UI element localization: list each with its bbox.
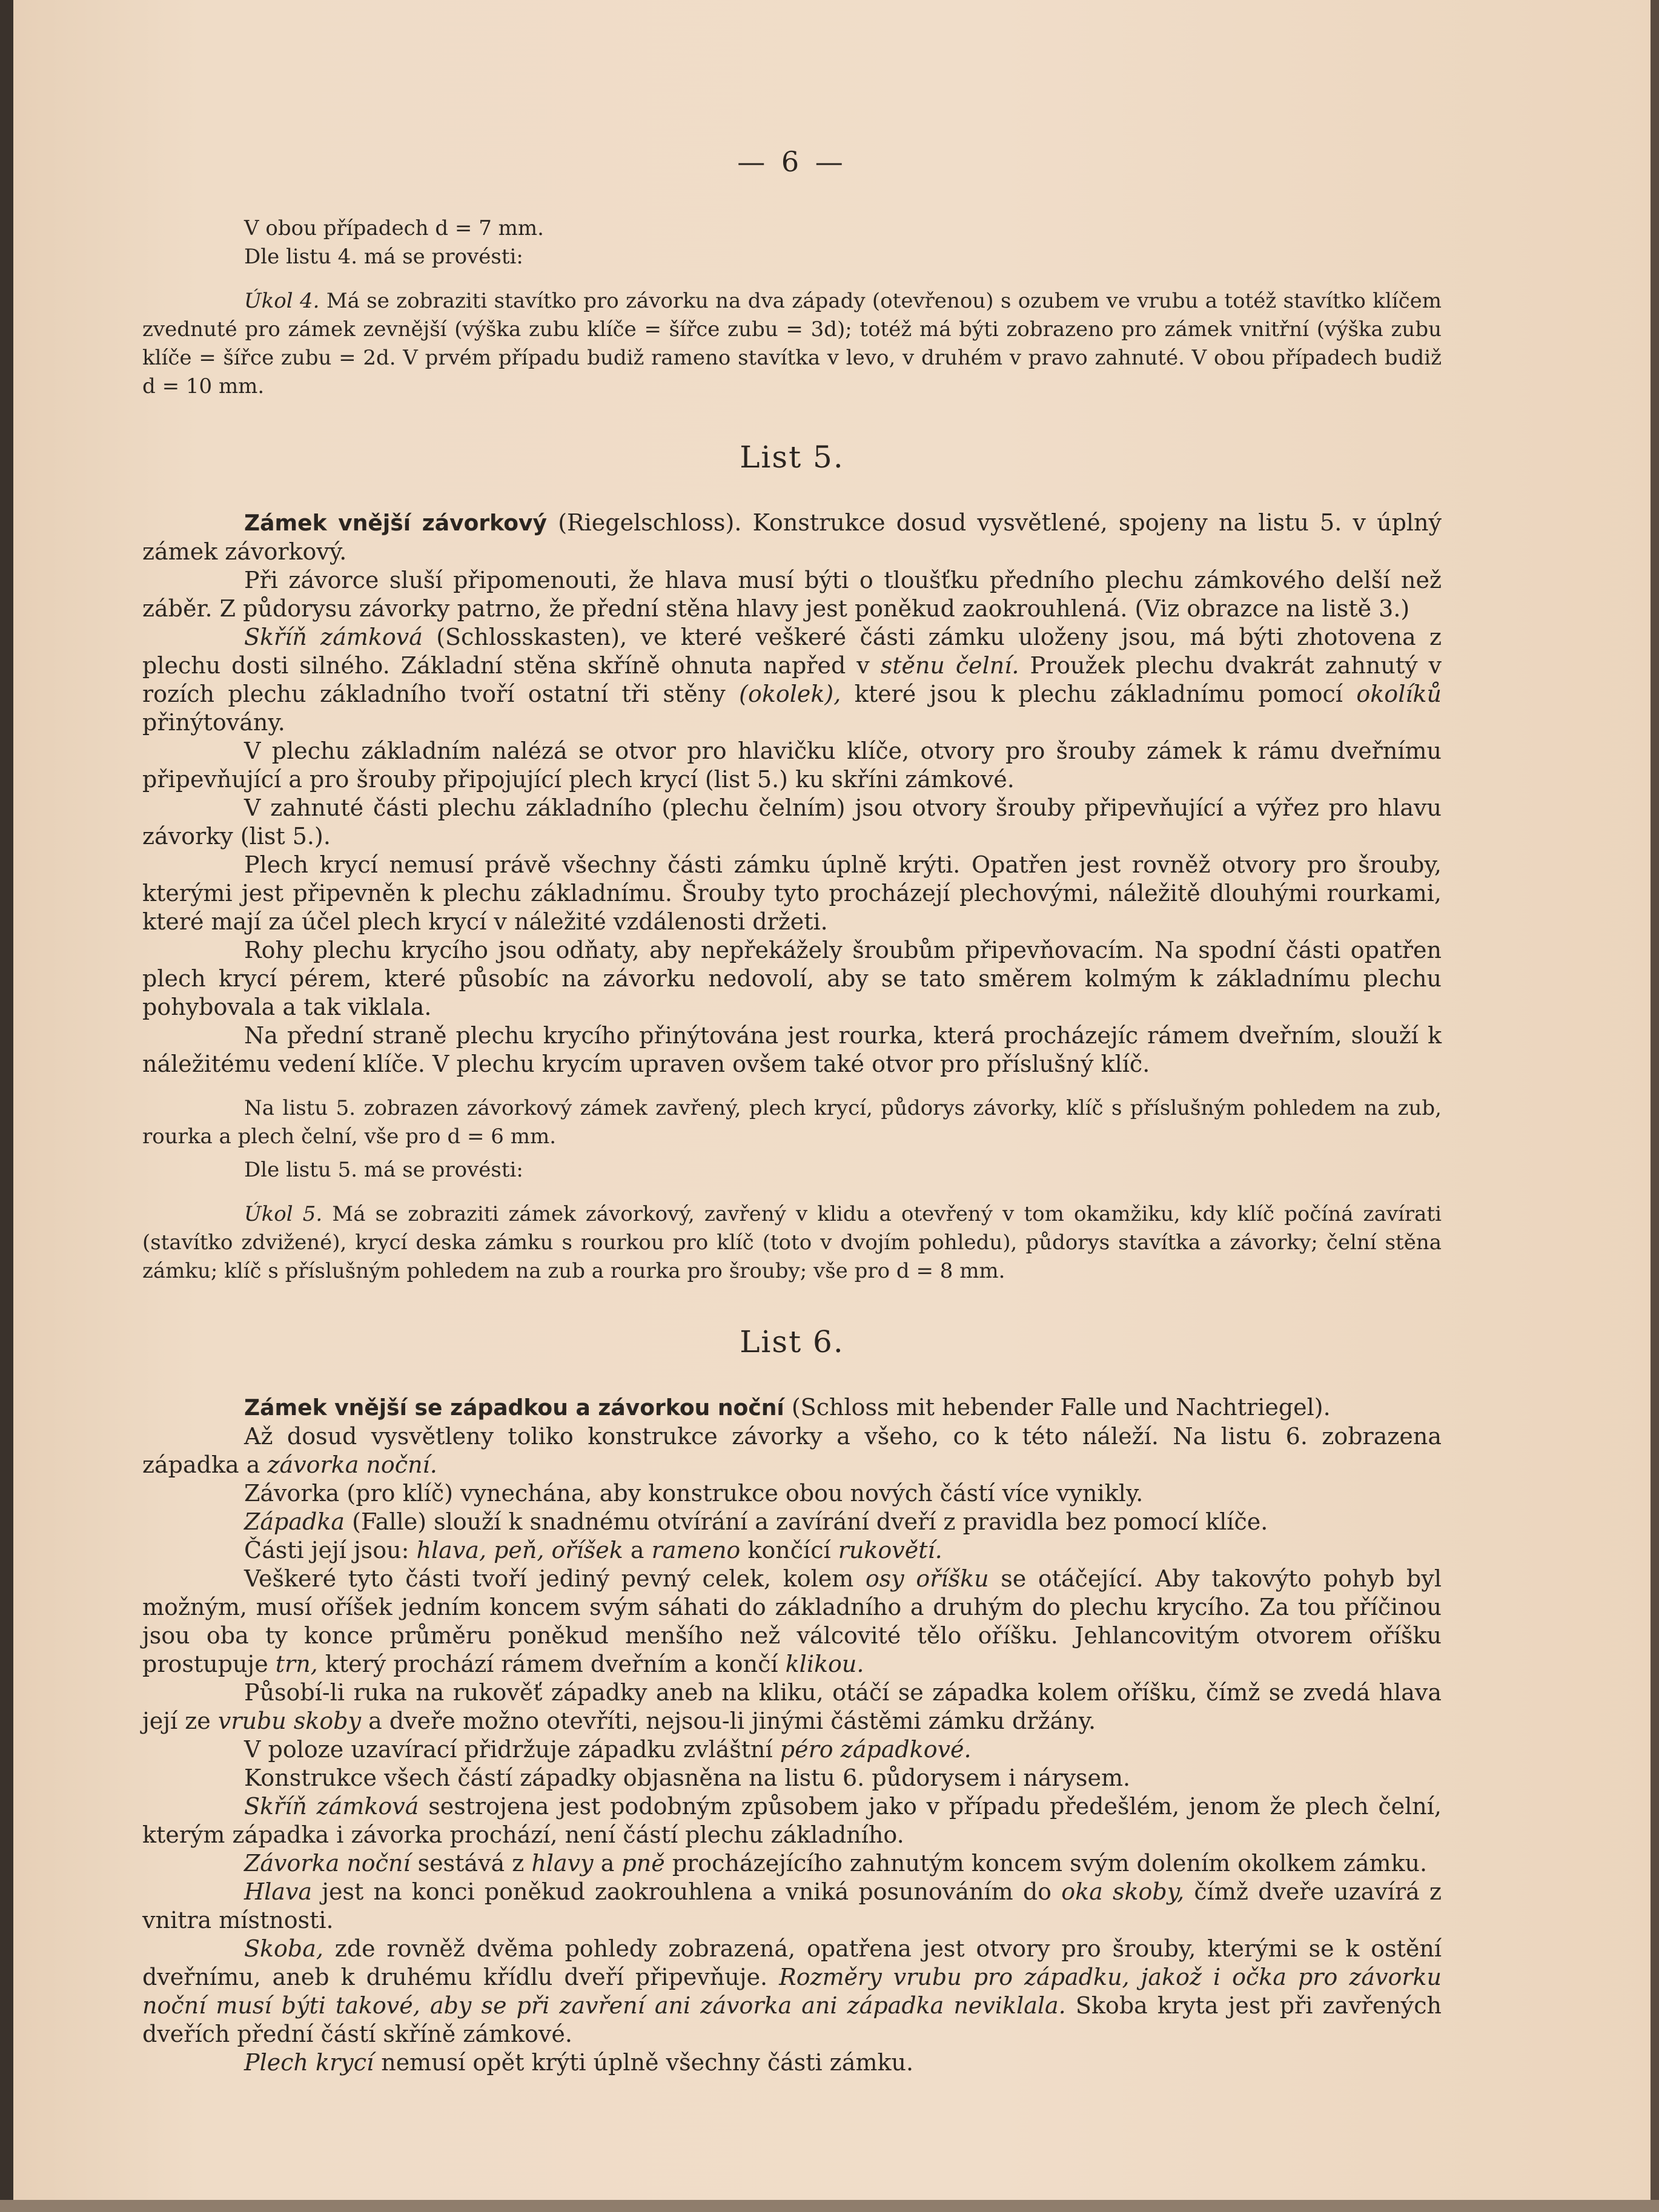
page-number: — 6 — [737,145,847,178]
term: péro západkové. [780,1736,972,1763]
term: rukovětí. [838,1537,942,1563]
paragraph: Dle listu 5. má se provésti: [244,1158,523,1182]
term: Skříň zámková [244,1793,419,1820]
paragraph [142,1735,1442,1764]
term: klikou. [785,1651,864,1677]
section-heading-list5: List 5. [740,440,844,475]
section-heading-list6: List 6. [740,1324,844,1359]
text: sestrojena jest podobným způsobem jako v případu předešlém, jenom že plech čelní, kterým západka i závorka prochází, není částí plechu základního. [142,1793,1442,1848]
intro-title: Zámek vnější se západkou a závorkou noční [244,1395,784,1421]
paragraph [142,1508,1442,1536]
section-intro [142,1393,1442,1422]
term: vrubu skoby [217,1708,362,1734]
text: přinýtovány. [142,709,285,736]
paragraph: Při závorce sluší připomenouti, že hlava musí býti o tloušťku předního plechu zámkového delší než záběr. Z půdorysu závorky patrno, že přední stěna hlavy jest poněkud zaokrouhlená. (Viz obrazce na listě 3.) [142,567,1442,622]
term: trn, [275,1651,318,1677]
paragraph: V zahnuté části plechu základního (plechu čelním) jsou otvory šrouby připevňující a výřez pro hlavu závorky (list 5.). [142,794,1442,850]
task-text: Má se zobraziti stavítko pro závorku na dva západy (otevřenou) s ozubem ve vrubu a totéž stavítko klíčem zvednuté pro zámek zevnější (výška zubu klíče = šířce zubu = 3d); totéž má býti zobrazeno pro zámek vnitřní (výška zubu klíče = šířce zubu = 2d. V prvém případu budiž rameno stavítka v levo, v druhém v pravo zahnuté. V obou případech budiž d = 10 mm. [142,289,1442,398]
term: rameno [651,1537,741,1563]
text: sestává z [410,1850,532,1877]
task-5 [142,1200,1442,1286]
text: procházejícího zahnutým koncem svým dolením okolkem zámku. [664,1850,1428,1877]
term: (okolek), [739,681,841,707]
text: které jsou k plechu základnímu pomocí [841,681,1357,707]
task-label: Úkol 5. [244,1202,323,1226]
paragraph: Konstrukce všech částí západky objasněna na listu 6. půdorysem i nárysem. [244,1765,1131,1791]
intro-title: Zámek vnější závorkový [244,510,548,536]
text: V poloze uzavírací přidržuje západku zvláštní [244,1736,780,1763]
paragraph [142,1565,1442,1679]
intro-text: (Riegelschloss). Konstrukce dosud vysvětlené, spojeny na listu 5. v úplný zámek závorkový. [142,509,1442,565]
text: zde rovněž dvěma pohledy zobrazená, opatřena jest otvory pro šrouby, kterými se k ostění dveřnímu, aneb k druhému křídlu dveří připevňuje. [142,1935,1442,1990]
scan-edge-left [0,0,13,2212]
term: okolíků [1356,681,1442,707]
paragraph [142,1792,1442,1849]
term: hlavy [531,1850,594,1877]
text: Veškeré tyto části tvoří jediný pevný celek, kolem [244,1565,866,1592]
paragraph: Závorka (pro klíč) vynechána, aby konstrukce obou nových částí více vynikly. [244,1480,1144,1507]
term: stěnu čelní. [880,652,1019,679]
text: končící [740,1537,838,1563]
term: hlava, peň, oříšek [416,1537,623,1563]
term: Skříň zámková [244,624,423,650]
term: oka skoby, [1061,1878,1185,1905]
text: (Schlosskasten), ve které veškeré části zámku uloženy jsou, má býti zhotovena z plechu dosti silného. Základní stěna skříně ohnuta napřed v [142,624,1442,679]
text: nemusí opět krýti úplně všechny části zámku. [374,2049,914,2076]
section-intro [142,509,1442,566]
paragraph [142,1422,1442,1479]
text: (Falle) slouží k snadnému otvírání a zavírání dveří z pravidla bez pomocí klíče. [345,1508,1268,1535]
task-4 [142,287,1442,401]
term: Hlava [244,1878,313,1905]
paragraph [142,1878,1442,1935]
paragraph [142,1536,1442,1565]
term: osy oříšku [865,1565,989,1592]
term: Závorka noční [244,1850,411,1877]
text: Proužek plechu dvakrát zahnutý v rozích plechu základního tvoří ostatní tři stěny [142,652,1442,707]
term: Skoba, [244,1935,323,1962]
text: jest na konci poněkud zaokrouhlena a vniká posunováním do [312,1878,1062,1905]
paragraph: Plech krycí nemusí právě všechny části zámku úplně krýti. Opatřen jest rovněž otvory pro šrouby, kterými jest připevněn k plechu základnímu. Šrouby tyto procházejí plechovými, náležitě dlouhými rourkami, které mají za účel plech krycí v náležité vzdálenosti držeti. [142,851,1442,935]
paragraph [142,623,1442,737]
text: Působí-li ruka na rukověť západky aneb na kliku, otáčí se západka kolem oříšku, čímž se zvedá hlava její ze [142,1679,1442,1734]
text: Skoba kryta jest při zavřených dveřích přední částí skříně zámkové. [142,1992,1442,2047]
paragraph [142,2049,1442,2077]
term: Západka [244,1508,345,1535]
term: Plech krycí [244,2049,374,2076]
paragraph: Na listu 5. zobrazen závorkový zámek zavřený, plech krycí, půdorys závorky, klíč s příslušným pohledem na zub, rourka a plech čelní, vše pro d = 6 mm. [142,1096,1442,1149]
paragraph [142,1935,1442,2049]
paragraph [142,1679,1442,1735]
text: a [593,1850,622,1877]
paragraph: V plechu základním nalézá se otvor pro hlavičku klíče, otvory pro šrouby zámek k rámu dveřnímu připevňující a pro šrouby připojující plech krycí (list 5.) ku skříni zámkové. [142,738,1442,793]
paragraph: Dle listu 4. má se provésti: [244,245,523,269]
text: který prochází rámem dveřním a končí [317,1651,786,1677]
text: Části její jsou: [244,1537,417,1563]
term: závorka noční. [267,1451,437,1478]
text: se otáčející. Aby takovýto pohyb byl možným, musí oříšek jedním koncem svým sáhati do základního a druhým do plechu krycího. Za tou příčinou jsou oba ty konce průměru poněkud menšího než válcovité tělo oříšku. Jehlancovitým otvorem oříšku prostupuje [142,1565,1442,1677]
term: pně [621,1850,665,1877]
text: a [623,1537,652,1563]
paragraph: Rohy plechu krycího jsou odňaty, aby nepřekážely šroubům připevňovacím. Na spodní části opatřen plech krycí pérem, které působíc na závorku nedovolí, aby se tato směrem kolmým k základnímu plechu pohybovala a tak viklala. [142,937,1442,1020]
intro-text: (Schloss mit hebender Falle und Nachtriegel). [784,1394,1331,1421]
paragraph [142,1849,1442,1878]
task-text: Má se zobraziti zámek závorkový, zavřený v klidu a otevřený v tom okamžiku, kdy klíč počíná zavírati (stavítko zdvižené), krycí deska zámku s rourkou pro klíč (toto v dvojím pohledu), půdorys stavítka a závorky; čelní stěna zámku; klíč s příslušným pohledem na zub a rourka pro šrouby; vše pro d = 8 mm. [142,1202,1442,1283]
scan-edge-right [1651,0,1659,2212]
paragraph: Na přední straně plechu krycího přinýtována jest rourka, která procházejíc rámem dveřním, slouží k náležitému vedení klíče. V plechu krycím upraven ovšem také otvor pro příslušný klíč. [142,1022,1442,1077]
text: Až dosud vysvětleny toliko konstrukce závorky a všeho, co k této náleží. Na listu 6. zobrazena západka a [142,1423,1442,1478]
term: Rozměry vrubu pro západku, jakož i očka pro závorku noční musí býti takové, aby se při zavření ani závorka ani západka neviklala. [142,1964,1442,2019]
task-label: Úkol 4. [244,289,320,313]
text: čímž dveře uzavírá z vnitra místnosti. [142,1878,1442,1933]
text-body [142,145,1442,2077]
scan-edge-bottom [0,2200,1659,2212]
paragraph: V obou případech d = 7 mm. [244,216,544,240]
text: a dveře možno otevříti, nejsou-li jinými částěmi zámku držány. [361,1708,1096,1734]
